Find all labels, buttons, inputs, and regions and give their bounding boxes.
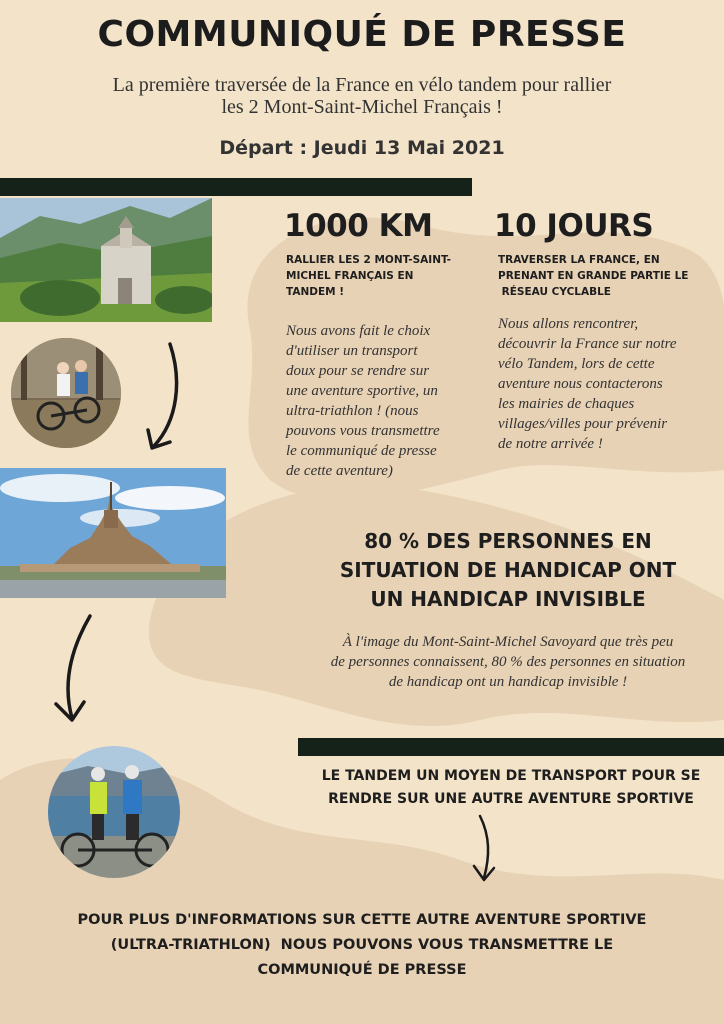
text-line: aventure nous contacterons (498, 376, 663, 392)
curved-arrow-icon (50, 612, 100, 727)
text-line: de personnes connaissent, 80 % des personnes en situation (330, 654, 686, 670)
distance-caption (286, 252, 486, 300)
text-line: de notre arrivée ! (498, 436, 603, 452)
text-line: pouvons vous transmettre (286, 423, 440, 439)
tandem-riders-forest-photo (11, 338, 121, 448)
divider-bar-bottom (298, 738, 724, 756)
statistic-headline (318, 527, 698, 614)
footer-line: COMMUNIQUÉ DE PRESSE (257, 962, 467, 978)
text-line: d'utiliser un transport (286, 343, 418, 359)
statistic-text (298, 632, 718, 692)
footer-line: (ULTRA-TRIATHLON) NOUS POUVONS VOUS TRANSMETTRE LE (110, 937, 614, 953)
duration-caption (498, 252, 718, 300)
text-line: vélo Tandem, lors de cette (498, 356, 655, 372)
mont-saint-michel-normandy-photo (0, 468, 226, 598)
stat-line: UN HANDICAP INVISIBLE (370, 587, 646, 611)
text-line: de cette aventure) (286, 463, 393, 479)
distance-text (286, 321, 486, 481)
text-line: À l'image du Mont-Saint-Michel Savoyard que très peu (342, 634, 674, 650)
tandem-line: RENDRE SUR UNE AUTRE AVENTURE SPORTIVE (328, 791, 694, 807)
duration-headline: 10 JOURS (494, 208, 654, 244)
text-line: villages/villes pour prévenir (498, 416, 668, 432)
text-line: Nous avons fait le choix (286, 323, 431, 339)
departure-date: Départ : Jeudi 13 Mai 2021 (219, 137, 505, 159)
text-line: le communiqué de presse (286, 443, 437, 459)
divider-bar-top (0, 178, 472, 196)
curved-arrow-icon (140, 340, 190, 455)
subtitle-line: La première traversée de la France en vélo tandem pour rallier (112, 74, 612, 96)
tandem-line: LE TANDEM UN MOYEN DE TRANSPORT POUR SE (321, 768, 701, 784)
duration-text (498, 314, 720, 454)
distance-headline: 1000 KM (284, 208, 433, 244)
stat-line: SITUATION DE HANDICAP ONT (339, 558, 677, 582)
text-line: les mairies de chaques (498, 396, 635, 412)
text-line: découvrir la France sur notre (498, 336, 677, 352)
text-line: de handicap ont un handicap invisible ! (388, 674, 628, 690)
text-line: doux pour se rendre sur (286, 363, 430, 379)
mont-saint-michel-savoyard-photo (0, 198, 212, 322)
text-line: Nous allons rencontrer, (498, 316, 639, 332)
subtitle-line: les 2 Mont-Saint-Michel Français ! (221, 96, 503, 118)
curved-arrow-icon (470, 812, 500, 884)
tandem-riders-lake-photo (48, 746, 180, 878)
stat-line: 80 % DES PERSONNES EN (364, 529, 652, 553)
caption-line: RALLIER LES 2 MONT-SAINT- (286, 254, 451, 266)
caption-line: TRAVERSER LA FRANCE, EN (498, 254, 660, 266)
tandem-statement (298, 765, 724, 811)
caption-line: MICHEL FRANÇAIS EN (286, 270, 414, 282)
text-line: une aventure sportive, un (286, 383, 438, 399)
subtitle (10, 74, 714, 118)
text-line: ultra-triathlon ! (nous (286, 403, 419, 419)
caption-line: PRENANT EN GRANDE PARTIE LE (498, 270, 689, 282)
footer-line: POUR PLUS D'INFORMATIONS SUR CETTE AUTRE AVENTURE SPORTIVE (77, 912, 647, 928)
page-title: COMMUNIQUÉ DE PRESSE (97, 14, 627, 55)
footer-contact-note (40, 908, 684, 983)
caption-line: RÉSEAU CYCLABLE (498, 286, 611, 298)
caption-line: TANDEM ! (286, 286, 345, 298)
